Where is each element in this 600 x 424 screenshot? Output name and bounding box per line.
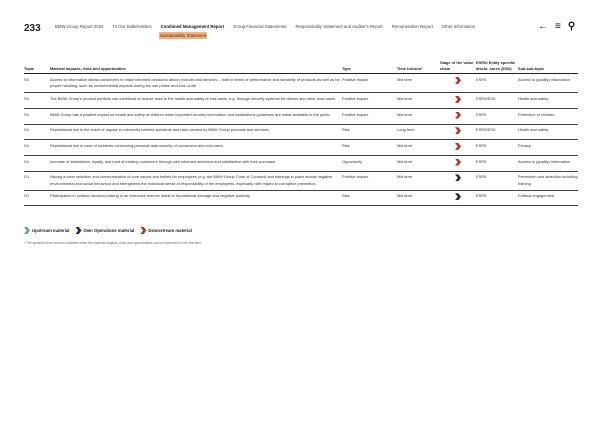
impact-text: BMW Group has a positive impact on health and safety of children when important security information and installations guidelines are made available to the public.: [50, 109, 342, 125]
stage-cell: [440, 109, 476, 125]
time-horizon: Mid term: [397, 93, 440, 109]
legend-item-upstream: [24, 227, 70, 234]
time-horizon: Mid term: [397, 171, 440, 190]
nav-item[interactable]: Group Financial Statements: [233, 24, 287, 29]
esrs: ESRS: [476, 109, 518, 125]
sub-sub-topic: Health and safety: [518, 124, 578, 140]
header-type: Type: [342, 60, 397, 74]
chevron-own-icon: [76, 227, 82, 234]
table-row: [24, 156, 578, 172]
page-number: 233: [24, 23, 41, 34]
impact-text: Participation in political decision-making in an extensive manner leads to reputational damage and negative publicity.: [50, 190, 342, 206]
time-horizon: Mid term: [397, 74, 440, 93]
stage-cell: [440, 156, 476, 172]
nav-item[interactable]: To Our Stakeholders: [112, 24, 152, 29]
header-esrs: ESRS/ Entity specific disclo- sures (ESD): [476, 60, 518, 74]
toolbar-icons: [538, 22, 575, 32]
topic: S4: [24, 109, 50, 125]
esrs: ESRS/ESD: [476, 124, 518, 140]
time-horizon: Mid term: [397, 190, 440, 206]
sub-sub-topic: Protection of children: [518, 109, 578, 125]
esrs: ESRS: [476, 140, 518, 156]
esrs: ESRS: [476, 190, 518, 206]
stage-cell: [440, 74, 476, 93]
header-stage: Stage of the value chain: [440, 60, 476, 74]
table-row: [24, 74, 578, 93]
header-material-impacts: Material impacts, risks and opportunities: [50, 60, 342, 74]
search-icon[interactable]: ⚲: [567, 21, 576, 32]
impact-text: Access to information allows consumers to make informed decisions about products and services – both in terms of performance and durability of products as well as for proper handling, such as environmental impacts during the use phase and end-of-life.: [50, 74, 342, 93]
type: Risk: [342, 140, 397, 156]
topic: G1: [24, 171, 50, 190]
chevron-downstream-icon: [455, 112, 461, 119]
esrs: ESRS/ESD: [476, 93, 518, 109]
chevron-downstream-icon: [455, 159, 461, 166]
stage-cell: [440, 93, 476, 109]
time-horizon: Long term: [397, 124, 440, 140]
top-nav: [55, 24, 475, 29]
stage-cell: [440, 171, 476, 190]
type: Positive impact: [342, 93, 397, 109]
chevron-own-icon: [455, 174, 461, 181]
time-horizon: Mid term: [397, 140, 440, 156]
legend-item-own: [76, 227, 135, 234]
topic: G1: [24, 190, 50, 206]
sub-sub-topic: Privacy: [518, 140, 578, 156]
table-row: [24, 109, 578, 125]
table-row: [24, 124, 578, 140]
topic: S4: [24, 140, 50, 156]
chevron-downstream-icon: [455, 143, 461, 150]
menu-icon[interactable]: ≡: [555, 21, 561, 32]
sub-sub-topic: Health and safety: [518, 93, 578, 109]
impact-text: Having a clear selection and communication of core values and beliefs for employees (e.g. the BMW Group Code of Conduct) and trainings in place avoids negative environmental and social behaviour and strengthens the individual sense of responsibility of the employees, especially with regard to corruption prevention.: [50, 171, 342, 190]
stage-cell: [440, 140, 476, 156]
type: Positive impact: [342, 74, 397, 93]
topic: S4: [24, 156, 50, 172]
sub-sub-topic: Access to (quality) information: [518, 74, 578, 93]
table-row: [24, 171, 578, 190]
table-row: [24, 190, 578, 206]
nav-item[interactable]: Other Information: [441, 24, 476, 29]
back-arrow-icon[interactable]: ←: [538, 21, 548, 32]
esrs: ESRS: [476, 171, 518, 190]
type: Positive impact: [342, 171, 397, 190]
type: Opportunity: [342, 156, 397, 172]
table-row: [24, 93, 578, 109]
sub-nav-sustainability-statement[interactable]: Sustainability Statement: [160, 33, 207, 38]
time-horizon: Mid term: [397, 156, 440, 172]
material-impacts-table: [24, 60, 578, 206]
impact-text: Increase of satisfaction, loyalty, and trust of existing customers through well informed decisions and satisfaction with their purchase.: [50, 156, 342, 172]
type: Positive impact: [342, 109, 397, 125]
impact-text: Reputational risk in the event of regular or extremely harmful accidents and risks caused by BMW Group products and services.: [50, 124, 342, 140]
esrs: ESRS: [476, 156, 518, 172]
topic: S4: [24, 124, 50, 140]
legend-item-downstream: [140, 227, 191, 234]
type: Risk: [342, 190, 397, 206]
type: Risk: [342, 124, 397, 140]
chevron-upstream-icon: [24, 227, 30, 234]
legend-label: Downstream material: [148, 228, 192, 233]
legend-label: Own Operations material: [83, 228, 135, 233]
nav-item[interactable]: Responsibility Statement and Auditor's Report: [295, 24, 383, 29]
header-sub-sub-topic: Sub-sub-topic: [518, 60, 578, 74]
legend: [24, 227, 192, 234]
time-horizon: Mid term: [397, 109, 440, 125]
topic: S4: [24, 74, 50, 93]
header-topic: Topic: [24, 60, 50, 74]
chevron-downstream-icon: [455, 77, 461, 84]
topic: S4: [24, 93, 50, 109]
nav-item[interactable]: Combined Management Report: [160, 24, 225, 29]
chevron-downstream-icon: [455, 96, 461, 103]
header-time-horizon: Time horizon¹: [397, 60, 440, 74]
chevron-own-icon: [455, 193, 461, 200]
table-row: [24, 140, 578, 156]
impact-text: Reputational risk in case of incidents concerning personal data security of consumers and end-users.: [50, 140, 342, 156]
sub-sub-topic: Access to (quality) information: [518, 156, 578, 172]
chevron-downstream-icon: [455, 127, 461, 134]
sub-sub-topic: Political engagement: [518, 190, 578, 206]
nav-item[interactable]: Remuneration Report: [391, 24, 433, 29]
footnote: ¹ The specified time horizon indicates when the material impacts, risks and opportunities can be expected for the first time.: [24, 241, 203, 245]
stage-cell: [440, 190, 476, 206]
chevron-downstream-icon: [140, 227, 146, 234]
sub-sub-topic: Prevention and detection including training: [518, 171, 578, 190]
stage-cell: [440, 124, 476, 140]
impact-text: The BMW Group's product portfolio can contribute to reduce risks to the health and safety of end-users, e.g. through security systems for drivers and other road users.: [50, 93, 342, 109]
legend-label: Upstream material: [32, 228, 70, 233]
esrs: ESRS: [476, 74, 518, 93]
nav-item[interactable]: BMW Group Report 2024: [55, 24, 104, 29]
